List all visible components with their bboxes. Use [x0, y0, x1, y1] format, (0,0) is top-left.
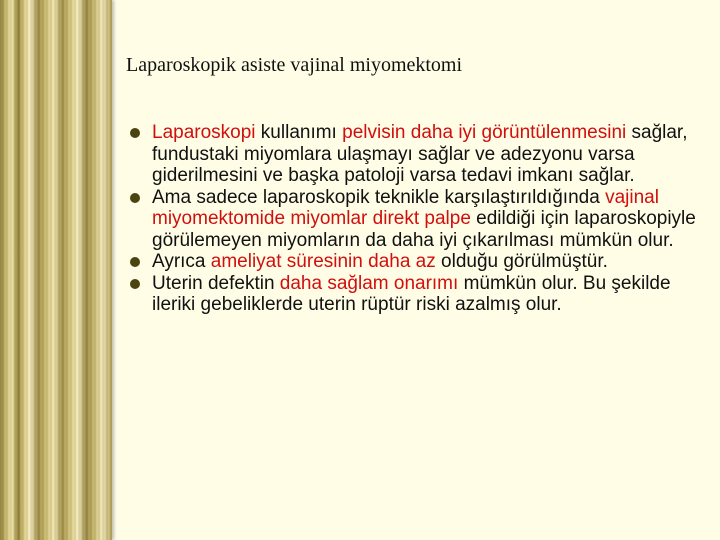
- bullet-text: mümkün olur. Bu şekilde ileriki gebeliklerde uterin rüptür riski azalmış olur.: [152, 272, 671, 315]
- bullet-text: edildiği için laparoskopiyle görülemeyen miyomların da daha iyi çıkarılması mümkün olur.: [152, 208, 696, 251]
- bullet-item: [130, 187, 710, 252]
- bullet-text: Uterin defektin: [152, 272, 280, 294]
- bullet-list: [130, 122, 710, 316]
- bullet-item: [130, 251, 710, 273]
- bullet-dot-icon: [130, 257, 140, 267]
- highlighted-text: vajinal miyomektomide miyomlar direkt palpe: [152, 186, 659, 229]
- bullet-text: olduğu görülmüştür.: [435, 251, 608, 272]
- highlighted-text: daha sağlam onarımı: [279, 272, 459, 294]
- decorative-gold-stripe: [0, 0, 112, 540]
- bullet-text: Ama sadece laparoskopik teknikle karşılaştırıldığında: [152, 186, 606, 208]
- highlighted-text: pelvisin daha iyi görüntülenmesini: [342, 122, 627, 143]
- bullet-dot-icon: [130, 279, 140, 289]
- slide-title: Laparoskopik asiste vajinal miyomektomi: [126, 54, 463, 76]
- bullet-dot-icon: [130, 128, 140, 138]
- bullet-item: [130, 273, 710, 316]
- bullet-text: sağlar, fundustaki miyomlara ulaşmayı sağlar ve adezyonu varsa giderilmesini ve başka patoloji varsa tedavi imkanı sağlar.: [152, 122, 688, 186]
- bullet-text: kullanımı: [255, 122, 343, 143]
- highlighted-text: ameliyat süresinin daha az: [210, 251, 436, 272]
- bullet-item: [130, 122, 710, 187]
- bullet-dot-icon: [130, 193, 140, 203]
- highlighted-text: Laparoskopi: [152, 122, 256, 143]
- bullet-text: Ayrıca: [152, 251, 211, 272]
